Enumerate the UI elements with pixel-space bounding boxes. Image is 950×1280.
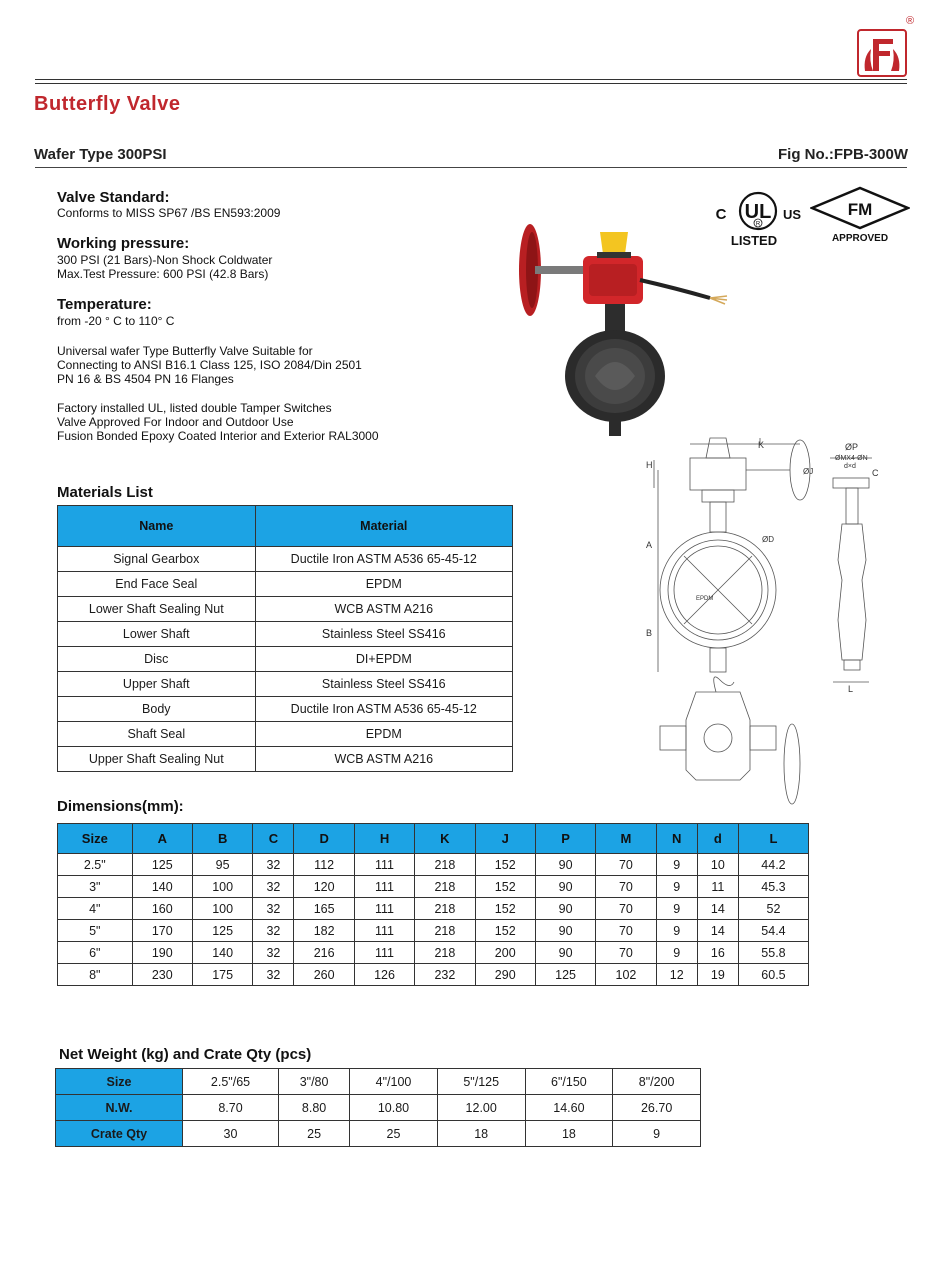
table-row <box>58 572 513 597</box>
dim-value-cell: 100 <box>192 876 252 898</box>
ul-us-text: US <box>782 207 802 222</box>
material-spec: DI+EPDM <box>255 647 512 672</box>
fm-text: FM <box>847 200 873 219</box>
material-spec: Stainless Steel SS416 <box>255 672 512 697</box>
dim-col-header: M <box>596 824 656 854</box>
drawing-label-h: H <box>646 460 653 470</box>
material-part-name: Body <box>58 697 256 722</box>
dim-value-cell: 90 <box>535 942 595 964</box>
material-spec: EPDM <box>255 572 512 597</box>
dim-value-cell: 152 <box>475 854 535 876</box>
table-row <box>58 647 513 672</box>
dimensions-heading: Dimensions(mm): <box>57 798 184 815</box>
dim-value-cell: 14 <box>697 920 738 942</box>
material-part-name: End Face Seal <box>58 572 256 597</box>
dim-value-cell: 60.5 <box>738 964 808 986</box>
material-part-name: Lower Shaft <box>58 622 256 647</box>
table-row <box>58 697 513 722</box>
dim-value-cell: 120 <box>294 876 354 898</box>
description-line-2: Connecting to ANSI B16.1 Class 125, ISO 2084/Din 2501 <box>57 358 362 372</box>
dim-value-cell: 190 <box>132 942 192 964</box>
dim-size-cell: 8" <box>58 964 133 986</box>
drawing-label-c: C <box>872 468 879 478</box>
dim-value-cell: 70 <box>596 898 656 920</box>
weight-value-cell: 18 <box>437 1121 525 1147</box>
ul-registered-text: R <box>755 221 761 228</box>
table-row <box>58 898 809 920</box>
table-row <box>58 942 809 964</box>
drawing-label-a: A <box>646 540 653 550</box>
dim-value-cell: 9 <box>656 854 697 876</box>
dim-value-cell: 218 <box>415 920 475 942</box>
drawing-label-p: ØP <box>845 442 859 452</box>
dim-value-cell: 165 <box>294 898 354 920</box>
fm-approved-text: APPROVED <box>831 233 889 244</box>
weight-value-cell: 25 <box>350 1121 438 1147</box>
material-spec: Ductile Iron ASTM A536 65-45-12 <box>255 547 512 572</box>
weights-heading: Net Weight (kg) and Crate Qty (pcs) <box>59 1046 312 1063</box>
weight-value-cell: 5"/125 <box>437 1069 525 1095</box>
material-spec: WCB ASTM A216 <box>255 597 512 622</box>
dim-value-cell: 290 <box>475 964 535 986</box>
material-spec: EPDM <box>255 722 512 747</box>
material-part-name: Upper Shaft Sealing Nut <box>58 747 256 772</box>
table-row <box>58 920 809 942</box>
header-rule-top <box>35 79 907 80</box>
dim-value-cell: 111 <box>354 898 414 920</box>
table-row <box>58 672 513 697</box>
weight-row-header: N.W. <box>56 1095 183 1121</box>
dim-value-cell: 200 <box>475 942 535 964</box>
technical-drawing <box>640 430 910 820</box>
material-part-name: Upper Shaft <box>58 672 256 697</box>
dim-value-cell: 182 <box>294 920 354 942</box>
dim-value-cell: 54.4 <box>738 920 808 942</box>
weight-value-cell: 12.00 <box>437 1095 525 1121</box>
dim-value-cell: 9 <box>656 876 697 898</box>
drawing-label-j: ØJ <box>803 467 814 476</box>
dim-value-cell: 232 <box>415 964 475 986</box>
dim-value-cell: 170 <box>132 920 192 942</box>
drawing-label-d: ØD <box>762 535 774 544</box>
dim-value-cell: 45.3 <box>738 876 808 898</box>
dim-value-cell: 90 <box>535 854 595 876</box>
dim-value-cell: 16 <box>697 942 738 964</box>
dim-value-cell: 12 <box>656 964 697 986</box>
dim-value-cell: 19 <box>697 964 738 986</box>
weights-table <box>55 1068 701 1147</box>
dim-value-cell: 70 <box>596 876 656 898</box>
dim-col-header: K <box>415 824 475 854</box>
dim-value-cell: 90 <box>535 898 595 920</box>
weight-value-cell: 18 <box>525 1121 613 1147</box>
dim-size-cell: 5" <box>58 920 133 942</box>
table-row <box>56 1069 701 1095</box>
header-rule-bottom <box>35 83 907 84</box>
table-row <box>58 722 513 747</box>
subtitle-rule <box>35 167 907 168</box>
weight-value-cell: 25 <box>279 1121 350 1147</box>
weight-value-cell: 14.60 <box>525 1095 613 1121</box>
dim-col-header: D <box>294 824 354 854</box>
dim-value-cell: 32 <box>253 920 294 942</box>
dimensions-table <box>57 823 809 986</box>
dim-col-header: C <box>253 824 294 854</box>
weight-row-header: Crate Qty <box>56 1121 183 1147</box>
dim-value-cell: 90 <box>535 876 595 898</box>
pressure-line-2: Max.Test Pressure: 600 PSI (42.8 Bars) <box>57 267 269 281</box>
dim-value-cell: 111 <box>354 942 414 964</box>
dim-value-cell: 260 <box>294 964 354 986</box>
feature-line-2: Valve Approved For Indoor and Outdoor Use <box>57 415 294 429</box>
ul-listed-text: LISTED <box>730 233 778 248</box>
dim-value-cell: 125 <box>535 964 595 986</box>
table-row <box>58 547 513 572</box>
dim-value-cell: 11 <box>697 876 738 898</box>
dim-col-header: A <box>132 824 192 854</box>
dim-value-cell: 32 <box>253 854 294 876</box>
drawing-label-k: K <box>758 440 765 450</box>
dim-value-cell: 218 <box>415 876 475 898</box>
dim-value-cell: 218 <box>415 942 475 964</box>
weight-value-cell: 9 <box>613 1121 701 1147</box>
dim-value-cell: 9 <box>656 942 697 964</box>
material-spec: Ductile Iron ASTM A536 65-45-12 <box>255 697 512 722</box>
weight-value-cell: 8"/200 <box>613 1069 701 1095</box>
material-part-name: Shaft Seal <box>58 722 256 747</box>
dim-value-cell: 111 <box>354 920 414 942</box>
weight-value-cell: 10.80 <box>350 1095 438 1121</box>
dim-col-header: B <box>192 824 252 854</box>
ul-mark-text: UL <box>744 201 772 223</box>
drawing-label-l: L <box>848 684 854 694</box>
dim-value-cell: 216 <box>294 942 354 964</box>
figure-number: Fig No.:FPB-300W <box>778 146 908 163</box>
dim-value-cell: 218 <box>415 854 475 876</box>
weight-value-cell: 4"/100 <box>350 1069 438 1095</box>
material-part-name: Lower Shaft Sealing Nut <box>58 597 256 622</box>
dim-value-cell: 125 <box>132 854 192 876</box>
weight-value-cell: 8.80 <box>279 1095 350 1121</box>
material-part-name: Disc <box>58 647 256 672</box>
dim-value-cell: 111 <box>354 876 414 898</box>
feature-line-3: Fusion Bonded Epoxy Coated Interior and Exterior RAL3000 <box>57 429 379 443</box>
dim-value-cell: 32 <box>253 898 294 920</box>
page-title: Butterfly Valve <box>34 93 181 115</box>
material-spec: Stainless Steel SS416 <box>255 622 512 647</box>
table-row <box>58 964 809 986</box>
description-line-3: PN 16 & BS 4504 PN 16 Flanges <box>57 372 234 386</box>
dim-value-cell: 100 <box>192 898 252 920</box>
dim-value-cell: 160 <box>132 898 192 920</box>
dim-value-cell: 140 <box>132 876 192 898</box>
dim-col-header: H <box>354 824 414 854</box>
drawing-label-epdm: EPDM <box>696 596 714 602</box>
dim-value-cell: 95 <box>192 854 252 876</box>
dimensions-body <box>58 854 809 986</box>
dim-col-header: N <box>656 824 697 854</box>
dim-value-cell: 152 <box>475 898 535 920</box>
feature-line-1: Factory installed UL, listed double Tamper Switches <box>57 401 332 415</box>
weight-value-cell: 30 <box>183 1121 279 1147</box>
table-row <box>56 1121 701 1147</box>
temperature-heading: Temperature: <box>57 296 152 313</box>
dim-value-cell: 32 <box>253 964 294 986</box>
table-row <box>58 876 809 898</box>
weight-row-header: Size <box>56 1069 183 1095</box>
weight-value-cell: 8.70 <box>183 1095 279 1121</box>
material-spec: WCB ASTM A216 <box>255 747 512 772</box>
weight-value-cell: 6"/150 <box>525 1069 613 1095</box>
dim-value-cell: 175 <box>192 964 252 986</box>
weight-value-cell: 26.70 <box>613 1095 701 1121</box>
drawing-label-b: B <box>646 628 653 638</box>
dim-value-cell: 52 <box>738 898 808 920</box>
dim-size-cell: 6" <box>58 942 133 964</box>
dimensions-header-row <box>58 824 809 854</box>
dim-value-cell: 70 <box>596 942 656 964</box>
dim-col-header: P <box>535 824 595 854</box>
dim-value-cell: 32 <box>253 942 294 964</box>
dim-value-cell: 111 <box>354 854 414 876</box>
dim-value-cell: 102 <box>596 964 656 986</box>
dim-value-cell: 90 <box>535 920 595 942</box>
table-row <box>58 854 809 876</box>
table-row <box>58 622 513 647</box>
company-logo <box>857 29 907 77</box>
weight-value-cell: 3"/80 <box>279 1069 350 1095</box>
dim-value-cell: 140 <box>192 942 252 964</box>
dim-value-cell: 55.8 <box>738 942 808 964</box>
materials-table <box>57 505 513 772</box>
temperature-text: from -20 ° C to 110° C <box>57 314 175 328</box>
dim-value-cell: 70 <box>596 854 656 876</box>
dim-value-cell: 9 <box>656 898 697 920</box>
dim-value-cell: 70 <box>596 920 656 942</box>
dim-value-cell: 126 <box>354 964 414 986</box>
table-row <box>58 597 513 622</box>
dim-value-cell: 10 <box>697 854 738 876</box>
drawing-label-dxd: d×d <box>844 463 856 470</box>
dim-value-cell: 218 <box>415 898 475 920</box>
pressure-line-1: 300 PSI (21 Bars)-Non Shock Coldwater <box>57 253 273 267</box>
table-row <box>56 1095 701 1121</box>
dim-value-cell: 112 <box>294 854 354 876</box>
product-subtitle: Wafer Type 300PSI <box>34 146 167 163</box>
weights-body <box>56 1069 701 1147</box>
drawing-label-mn: ØMX4-ØN <box>835 455 868 462</box>
valve-product-photo <box>505 218 735 458</box>
dim-value-cell: 14 <box>697 898 738 920</box>
ul-c-text: C <box>715 206 727 223</box>
dim-value-cell: 44.2 <box>738 854 808 876</box>
dim-value-cell: 152 <box>475 876 535 898</box>
weight-value-cell: 2.5"/65 <box>183 1069 279 1095</box>
materials-col-material: Material <box>255 506 512 547</box>
dim-value-cell: 125 <box>192 920 252 942</box>
dim-value-cell: 230 <box>132 964 192 986</box>
dim-col-header: Size <box>58 824 133 854</box>
dim-col-header: L <box>738 824 808 854</box>
fm-approved-logo <box>810 184 910 246</box>
standard-text: Conforms to MISS SP67 /BS EN593:2009 <box>57 206 281 220</box>
dim-size-cell: 4" <box>58 898 133 920</box>
materials-heading: Materials List <box>57 484 153 501</box>
standard-heading: Valve Standard: <box>57 189 170 206</box>
materials-col-name: Name <box>58 506 256 547</box>
pressure-heading: Working pressure: <box>57 235 190 252</box>
dim-value-cell: 9 <box>656 920 697 942</box>
dim-col-header: d <box>697 824 738 854</box>
table-row <box>58 747 513 772</box>
dim-size-cell: 3" <box>58 876 133 898</box>
dim-col-header: J <box>475 824 535 854</box>
description-line-1: Universal wafer Type Butterfly Valve Suitable for <box>57 344 313 358</box>
material-part-name: Signal Gearbox <box>58 547 256 572</box>
materials-header-row <box>58 506 513 547</box>
dim-value-cell: 32 <box>253 876 294 898</box>
registered-mark: ® <box>906 15 915 27</box>
dim-value-cell: 152 <box>475 920 535 942</box>
dim-size-cell: 2.5" <box>58 854 133 876</box>
